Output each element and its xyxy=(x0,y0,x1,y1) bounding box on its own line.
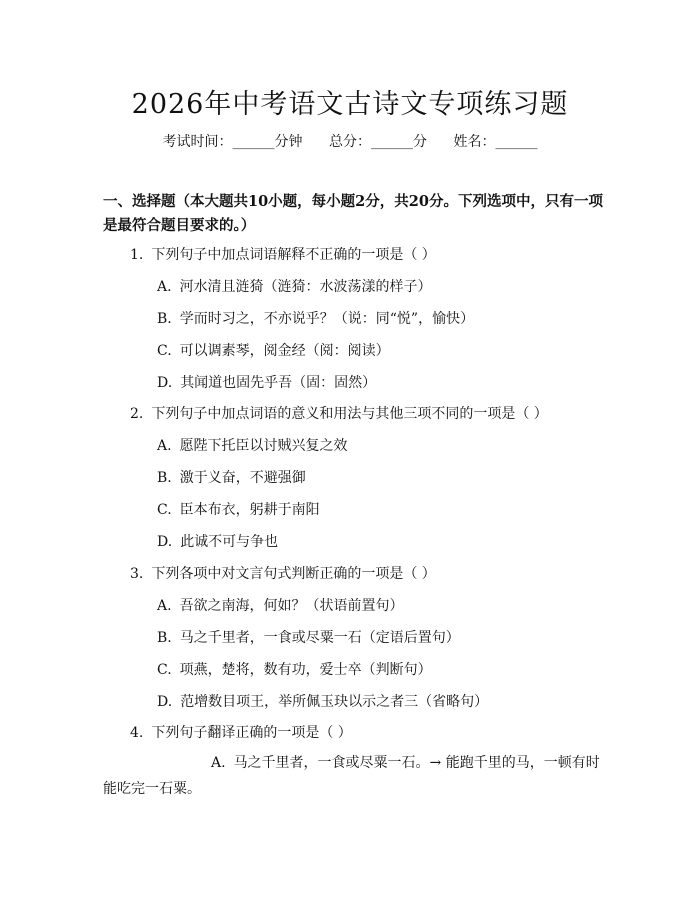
question-2-option-d xyxy=(157,531,278,551)
option-text: 此诚不可与争也 xyxy=(180,534,279,550)
option-text: 臣本布衣，躬耕于南阳 xyxy=(179,502,320,518)
question-1-option-b xyxy=(157,308,474,328)
option-letter: A. xyxy=(157,279,172,295)
option-letter: D. xyxy=(157,375,173,391)
question-1-option-d xyxy=(157,372,376,392)
option-text: 可以调素琴，阅金经（阅：阅读） xyxy=(179,343,390,359)
option-letter: A. xyxy=(211,755,226,771)
question-2-option-b xyxy=(157,467,306,487)
option-letter: D. xyxy=(157,694,173,710)
question-stem: 下列句子中加点词语解释不正确的一项是（ ） xyxy=(151,247,436,263)
option-letter: A. xyxy=(157,438,172,454)
option-text: 河水清且涟猗（涟猗：水波荡漾的样子） xyxy=(179,279,432,295)
student-name-label: 姓名：______ xyxy=(453,134,538,150)
option-letter: C. xyxy=(157,662,172,678)
question-2-option-a xyxy=(157,435,348,455)
question-number: 4. xyxy=(130,725,144,741)
question-1 xyxy=(130,244,436,264)
question-2 xyxy=(130,403,548,423)
question-4-option-a xyxy=(103,750,603,802)
question-stem: 下列各项中对文言句式判断正确的一项是（ ） xyxy=(151,566,436,582)
option-text: 激于义奋，不避强御 xyxy=(179,470,306,486)
option-letter: B. xyxy=(157,470,172,486)
question-3-option-d xyxy=(157,691,488,711)
question-number: 1. xyxy=(130,247,144,263)
exam-info-line xyxy=(0,131,700,151)
question-1-option-a xyxy=(157,276,432,296)
question-number: 3. xyxy=(130,566,144,582)
option-text: 项燕，楚将，数有功，爱士卒（判断句） xyxy=(179,662,432,678)
page-title: 2026年中考语文古诗文专项练习题 xyxy=(131,89,569,120)
option-text: 吾欲之南海，何如？（状语前置句） xyxy=(179,598,404,614)
question-2-option-c xyxy=(157,499,320,519)
question-3-option-b xyxy=(157,627,460,647)
question-3-option-a xyxy=(157,595,404,615)
section-heading: 一、选择题（本大题共10小题，每小题2分，共20分。下列选项中，只有一项是最符合题目要求的。） xyxy=(103,193,603,234)
question-4 xyxy=(130,722,352,742)
option-letter: B. xyxy=(157,311,172,327)
option-text: 范增数目项王，举所佩玉玦以示之者三（省略句） xyxy=(180,694,489,710)
question-1-option-c xyxy=(157,340,390,360)
option-letter: C. xyxy=(157,502,172,518)
total-score-label: 总分：______分 xyxy=(329,134,427,150)
option-text: 马之千里者，一食或尽粟一石（定语后置句） xyxy=(179,630,460,646)
question-stem: 下列句子中加点词语的意义和用法与其他三项不同的一项是（ ） xyxy=(151,406,548,422)
option-letter: D. xyxy=(157,534,173,550)
option-letter: C. xyxy=(157,343,172,359)
question-stem: 下列句子翻译正确的一项是（ ） xyxy=(151,725,352,741)
option-text: 马之千里者，一食或尽粟一石。→ 能跑千里的马，一顿有时能吃完一石粟。 xyxy=(103,755,600,797)
option-text: 愿陛下托臣以讨贼兴复之效 xyxy=(179,438,348,454)
question-3 xyxy=(130,563,436,583)
exam-time-label: 考试时间：______分钟 xyxy=(162,134,303,150)
option-letter: B. xyxy=(157,630,172,646)
option-letter: A. xyxy=(157,598,172,614)
option-text: 学而时习之，不亦说乎？（说：同“悦”，愉快） xyxy=(179,311,475,327)
question-3-option-c xyxy=(157,659,432,679)
option-text: 其闻道也固先乎吾（固：固然） xyxy=(180,375,377,391)
question-number: 2. xyxy=(130,406,144,422)
